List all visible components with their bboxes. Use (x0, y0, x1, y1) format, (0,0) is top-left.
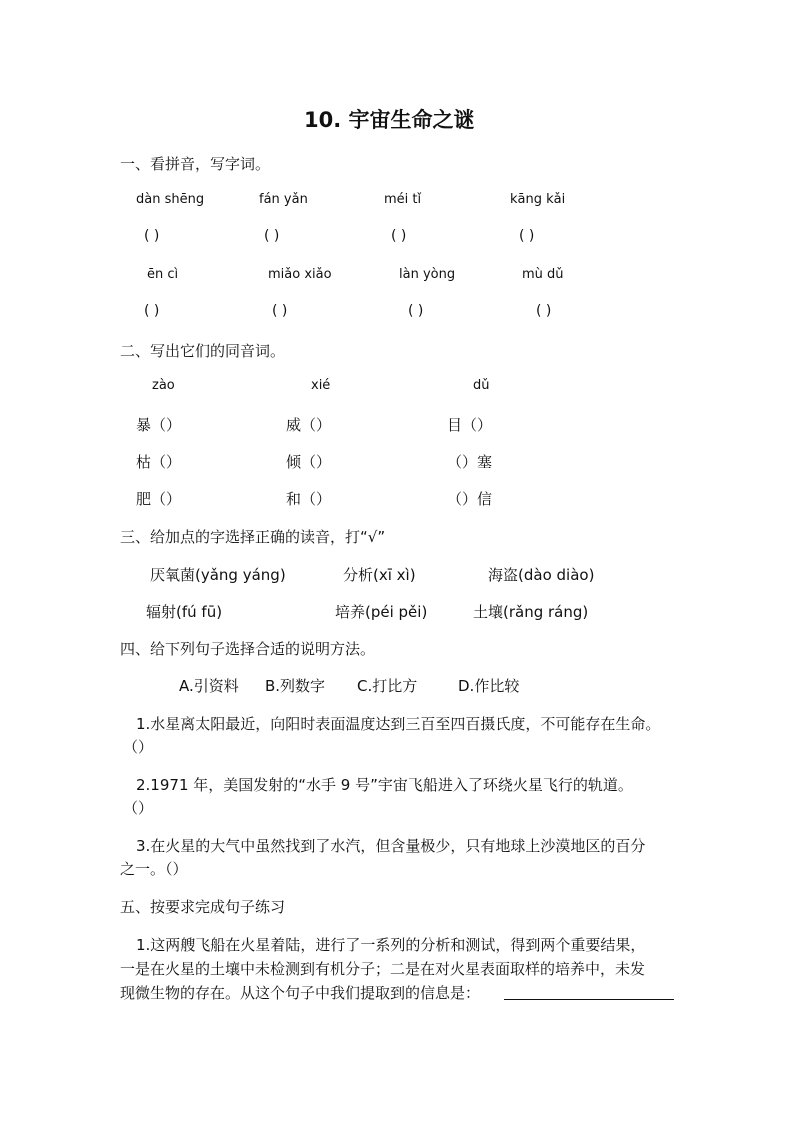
section-2-heading: 二、写出它们的同音词。 (120, 342, 286, 360)
reading-choice[interactable]: 培养(péi pěi) (335, 603, 428, 621)
pinyin-meiti: méi tǐ (384, 192, 422, 207)
pinyin-zao: zào (152, 378, 175, 393)
pinyin-miaoxiao: miǎo xiǎo (268, 267, 332, 282)
pinyin-enci: ēn cì (147, 267, 179, 282)
homophone-item[interactable]: 暴（） (136, 416, 182, 434)
answer-blank[interactable]: ( ) (408, 303, 424, 319)
question-2-answer[interactable]: （） (123, 799, 154, 817)
answer-blank[interactable]: ( ) (519, 228, 535, 244)
question-2-text: 2.1971 年，美国发射的“水手 9 号”宇宙飞船进入了环绕火星飞行的轨道。 (136, 776, 633, 794)
question-3-text: 3.在火星的大气中虽然找到了水汽，但含量极少，只有地球上沙漠地区的百分 (136, 837, 646, 855)
homophone-item[interactable]: （）塞 (447, 453, 493, 471)
pinyin-lanyong: làn yòng (399, 267, 456, 282)
section-3-heading: 三、给加点的字选择正确的读音，打“√” (120, 528, 386, 546)
reading-choice[interactable]: 辐射(fú fū) (146, 603, 223, 621)
answer-blank[interactable]: ( ) (391, 228, 407, 244)
answer-blank[interactable]: ( ) (144, 228, 160, 244)
question-3-text-cont[interactable]: 之一。（） (120, 860, 188, 878)
exercise-line-2: 一是在火星的土壤中未检测到有机分子；二是在对火星表面取样的培养中，未发 (120, 960, 646, 978)
answer-blank[interactable]: ( ) (264, 228, 280, 244)
pinyin-mudu: mù dǔ (522, 267, 564, 282)
reading-choice[interactable]: 海盗(dào diào) (488, 566, 595, 584)
pinyin-danshen: dàn shēng (136, 192, 205, 207)
pinyin-kangkai: kāng kǎi (510, 192, 566, 207)
section-4-heading: 四、给下列句子选择合适的说明方法。 (120, 640, 376, 658)
exercise-line-1: 1.这两艘飞船在火星着陆，进行了一系列的分析和测试，得到两个重要结果， (136, 936, 646, 954)
answer-blank[interactable]: ( ) (536, 303, 552, 319)
reading-choice[interactable]: 土壤(rǎng ráng) (473, 603, 589, 621)
option-a: A.引资料 (179, 677, 239, 695)
answer-blank[interactable]: ( ) (144, 303, 160, 319)
homophone-item[interactable]: （）信 (447, 490, 493, 508)
homophone-item[interactable]: 威（） (286, 416, 332, 434)
pinyin-xie: xié (311, 378, 331, 393)
homophone-item[interactable]: 肥（） (136, 490, 182, 508)
pinyin-du: dǔ (473, 378, 490, 393)
homophone-item[interactable]: 枯（） (136, 453, 182, 471)
homophone-item[interactable]: 和（） (286, 490, 332, 508)
question-1-text: 1.水星离太阳最近，向阳时表面温度达到三百至四百摄氏度，不可能存在生命。 (136, 715, 661, 733)
option-c: C.打比方 (357, 677, 418, 695)
section-1-heading: 一、看拼音，写字词。 (120, 155, 271, 173)
exercise-line-3: 现微生物的存在。从这个句子中我们提取到的信息是： (120, 984, 481, 1002)
reading-choice[interactable]: 厌氧菌(yǎng yáng) (150, 566, 286, 584)
answer-line[interactable] (504, 998, 674, 1000)
section-5-heading: 五、按要求完成句子练习 (120, 898, 286, 916)
pinyin-fanyan: fán yǎn (259, 192, 308, 207)
homophone-item[interactable]: 倾（） (286, 453, 332, 471)
option-b: B.列数字 (265, 677, 326, 695)
option-d: D.作比较 (458, 677, 520, 695)
answer-blank[interactable]: ( ) (272, 303, 288, 319)
reading-choice[interactable]: 分析(xī xì) (343, 566, 416, 584)
question-1-answer[interactable]: （） (123, 738, 154, 756)
homophone-item[interactable]: 目（） (447, 416, 493, 434)
page-title: 10. 宇宙生命之谜 (304, 108, 475, 132)
